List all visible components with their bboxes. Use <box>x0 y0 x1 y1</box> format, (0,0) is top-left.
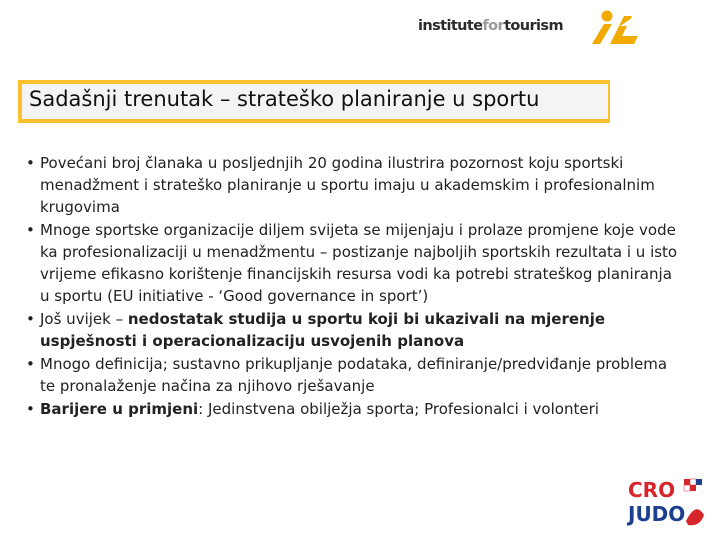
bullet-text-bold: nedostatak studija u sportu koji bi ukazivali na mjerenje uspješnosti i operacionalizaciju usvojenih planova <box>40 310 606 350</box>
bullet-text <box>40 398 686 420</box>
bullet-item <box>26 219 686 307</box>
bullet-item <box>26 353 686 397</box>
judoka-figure-icon <box>686 509 704 525</box>
institute-for-tourism-logo <box>418 8 640 50</box>
bullet-dot-icon: • <box>26 221 35 239</box>
bullet-list <box>26 152 686 421</box>
bullet-text-run: Još uvijek – <box>40 310 128 328</box>
logo-word-institute: institute <box>418 18 483 34</box>
bullet-text <box>40 152 686 218</box>
bullet-text-run: Mnoge sportske organizacije diljem svijeta se mijenjaju i prolaze promjene koje vode ka profesionalizaciji u menadžmentu – postizanje najboljih sportskih rezultata i u isto vrijeme efikasno korištenje financijskih resursa vodi ka potrebi strateškog planiranja u sportu (EU initiative - ‘Good governance in sport’) <box>40 221 678 305</box>
bullet-text-run: : Jedinstvena obilježja sporta; Profesionalci i volonteri <box>198 400 599 418</box>
logo-word-for: for <box>482 18 505 34</box>
cro-judo-mark-icon <box>626 475 706 531</box>
bullet-text <box>40 308 686 352</box>
checkerboard-icon <box>684 479 702 491</box>
bullet-text-run: Mnogo definicija; sustavno prikupljanje podataka, definiranje/predviđanje problema te pronalaženje načina za njihovo rješavanje <box>40 355 668 395</box>
bullet-text-run: Povećani broj članaka u posljednjih 20 godina ilustrira pozornost koju sportski menadžment i strateško planiranje u sportu imaju u akademskim i profesionalnim krugovima <box>40 154 655 216</box>
logo-mark-icon <box>586 8 642 48</box>
badge-line2: JUDO <box>628 502 686 526</box>
logo-word-tourism: tourism <box>504 18 563 34</box>
logo-wordmark <box>418 18 563 34</box>
bullet-text-bold: Barijere u primjeni <box>40 400 199 418</box>
bullet-dot-icon: • <box>26 400 35 418</box>
badge-line1: CRO <box>628 478 676 502</box>
bullet-text <box>40 219 686 307</box>
bullet-item <box>26 308 686 352</box>
bullet-text <box>40 353 686 397</box>
bullet-dot-icon: • <box>26 355 35 373</box>
bullet-dot-icon: • <box>26 154 35 172</box>
cro-judo-logo <box>626 475 706 531</box>
bullet-dot-icon: • <box>26 310 35 328</box>
bullet-item <box>26 152 686 218</box>
bullet-item <box>26 398 686 420</box>
slide-title: Sadašnji trenutak – strateško planiranje u sportu <box>29 87 540 111</box>
